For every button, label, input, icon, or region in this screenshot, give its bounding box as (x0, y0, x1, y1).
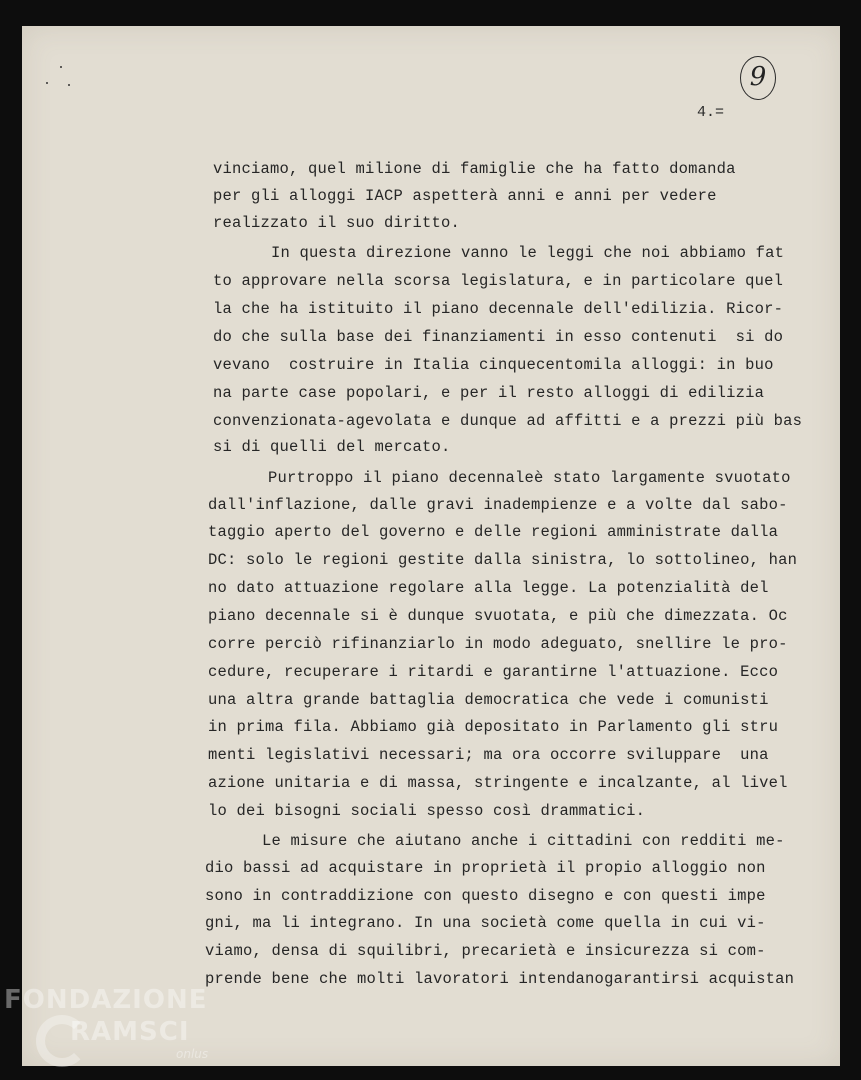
text-line: taggio aperto del governo e delle regioni amministrate dalla (208, 523, 779, 541)
text-line: DC: solo le regioni gestite dalla sinistra, lo sottolineo, han (208, 551, 798, 569)
handwritten-folio-mark: 9 (740, 56, 776, 100)
text-line: dio bassi ad acquistare in proprietà il propio alloggio non (205, 859, 766, 877)
text-line: cedure, recuperare i ritardi e garantirne l'attuazione. Ecco (208, 663, 779, 681)
text-line: to approvare nella scorsa legislatura, e in particolare quel (213, 272, 784, 290)
text-line: In questa direzione vanno le leggi che noi abbiamo fat (271, 244, 785, 262)
text-line: lo dei bisogni sociali spesso così drammatici. (208, 802, 646, 820)
text-line: na parte case popolari, e per il resto alloggi di edilizia (213, 384, 765, 402)
text-line: corre perciò rifinanziarlo in modo adeguato, snellire le pro- (208, 635, 788, 653)
text-line: gni, ma li integrano. In una società come quella in cui vi- (205, 914, 766, 932)
text-line: in prima fila. Abbiamo già depositato in Parlamento gli stru (208, 718, 779, 736)
text-line: la che ha istituito il piano decennale dell'edilizia. Ricor- (213, 300, 784, 318)
watermark-line-3: onlus (176, 1047, 209, 1061)
text-line: convenzionata-agevolata e dunque ad affitti e a prezzi più bas (213, 412, 803, 430)
text-line: realizzato il suo diritto. (213, 214, 461, 232)
text-line: vevano costruire in Italia cinquecentomila alloggi: in buo (213, 356, 774, 374)
text-line: una altra grande battaglia democratica che vede i comunisti (208, 691, 769, 709)
text-line: viamo, densa di squilibri, precarietà e insicurezza si com- (205, 942, 766, 960)
text-line: Le misure che aiutano anche i cittadini con redditi me- (262, 832, 785, 850)
text-line: no dato attuazione regolare alla legge. La potenzialità del (208, 579, 769, 597)
text-line: menti legislativi necessari; ma ora occorre sviluppare una (208, 746, 769, 764)
fondazione-gramsci-watermark (4, 985, 224, 1075)
text-line: si di quelli del mercato. (213, 438, 451, 456)
text-line: vinciamo, quel milione di famiglie che ha fatto domanda (213, 160, 736, 178)
page-number: 4.= (697, 104, 725, 121)
text-line: do che sulla base dei finanziamenti in esso contenuti si do (213, 328, 784, 346)
watermark-line-2: RAMSCI (70, 1017, 190, 1047)
text-line: dall'inflazione, dalle gravi inadempienze e a volte dal sabo- (208, 496, 788, 514)
text-line: Purtroppo il piano decennaleè stato largamente svuotato (268, 469, 791, 487)
text-line: azione unitaria e di massa, stringente e incalzante, al livel (208, 774, 788, 792)
text-line: per gli alloggi IACP aspetterà anni e anni per vedere (213, 187, 717, 205)
text-line: piano decennale si è dunque svuotata, e più che dimezzata. Oc (208, 607, 788, 625)
text-line: sono in contraddizione con questo disegno e con questi impe (205, 887, 766, 905)
watermark-line-1: FONDAZIONE (4, 985, 208, 1015)
text-line: prende bene che molti lavoratori intendanogarantirsi acquistan (205, 970, 795, 988)
